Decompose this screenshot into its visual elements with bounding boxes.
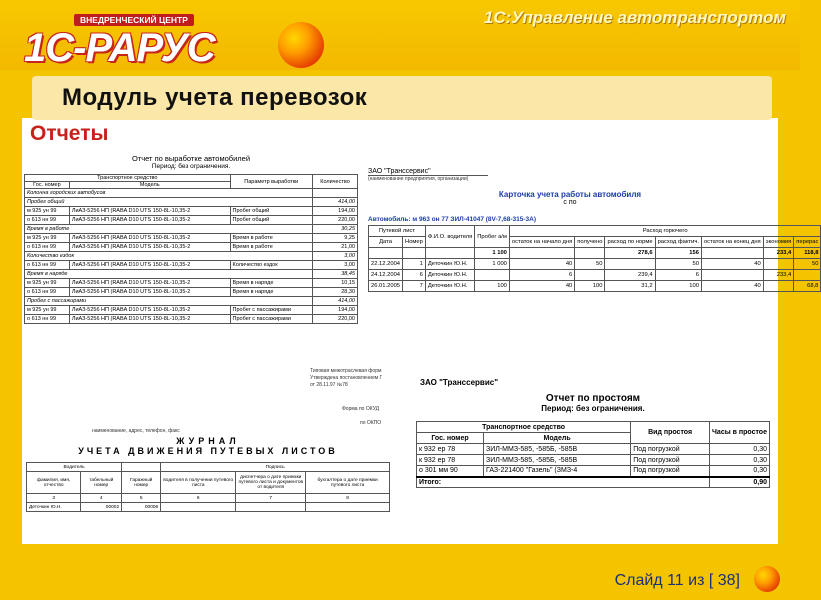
group-label: Пробег с пассажирами (25, 297, 313, 306)
journal-n6: 8 (306, 494, 390, 503)
total-row (417, 477, 770, 488)
col-fuel: Расход горючего (509, 226, 821, 237)
cell-value: 220,00 (313, 315, 358, 324)
cell-value: 194,00 (313, 306, 358, 315)
col-fuel-start: остаток на начало дня (509, 237, 574, 248)
output-report-title: Отчет по выработке автомобилей (131, 154, 251, 163)
cell-model: ЛиАЗ-5256 НП (RABA D10 UTS 150-8L-10,35-2 (69, 234, 230, 243)
col-qty: Количество (313, 175, 358, 189)
cell: 156 (655, 248, 701, 259)
card-auto (368, 216, 772, 223)
journal-n4: 6 (161, 494, 236, 503)
col-driver: Ф.И.О. водителя (425, 226, 474, 248)
table-row (25, 234, 358, 243)
journal-orgline: наименование, адрес, телефон, факс (92, 428, 180, 434)
cell (605, 259, 655, 270)
col-vehicle: Транспортное средство (25, 175, 231, 182)
cell-value: 9,25 (313, 234, 358, 243)
cell-model: ЛиАЗ-5256 НП (RABA D10 UTS 150-8L-10,35-2 (69, 243, 230, 252)
cell: 40 (701, 259, 763, 270)
cell: Под погрузкой (631, 455, 710, 466)
downtime-table (416, 421, 770, 488)
downtime-period: Период: без ограничения. (541, 404, 645, 413)
table-row (27, 503, 390, 512)
waybill-journal (26, 368, 390, 512)
cell-num: м 925 ун 99 (25, 279, 70, 288)
col-mileage: Пробег а/м (475, 226, 510, 248)
group-value: 3,00 (313, 252, 358, 261)
journal-c6: бухгалтера о дате приемки путевого листа (306, 472, 390, 494)
table-row (25, 279, 358, 288)
dt-col-model: Модель (484, 433, 631, 444)
cell-model: ЛиАЗ-5256 НП (RABA D10 UTS 150-8L-10,35-2 (69, 279, 230, 288)
cell: 100 (655, 281, 701, 292)
cell-param: Время в работе (230, 243, 312, 252)
cell: 50 (655, 259, 701, 270)
cell (403, 248, 426, 259)
group-value: 38,45 (313, 270, 358, 279)
cell (369, 248, 403, 259)
cell-value: 220,00 (313, 216, 358, 225)
table-row (25, 306, 358, 315)
cell-value: 21,00 (313, 243, 358, 252)
card-table (368, 225, 821, 292)
col-fuel-fact: расход фактич. (655, 237, 701, 248)
group-row (25, 225, 358, 234)
cell: 40 (509, 259, 574, 270)
group-row (25, 297, 358, 306)
cell: ГАЗ-221400 "Газель" (ЗМЗ-4 (484, 466, 631, 477)
cell-param: Время в работе (230, 234, 312, 243)
cell-num: м 925 ун 99 (25, 207, 70, 216)
cell-model: ЛиАЗ-5256 НП (RABA D10 UTS 150-8L-10,35-2 (69, 216, 230, 225)
table-row (417, 466, 770, 477)
cell: Деточкин Ю.Н. (425, 270, 474, 281)
cell-num: м 925 ун 99 (25, 234, 70, 243)
cell: 68,8 (794, 281, 821, 292)
col-param: Параметр выработки (230, 175, 312, 189)
page-subtitle: Отчеты (30, 122, 109, 145)
cell: 239,4 (605, 270, 655, 281)
cell: 26.01.2005 (369, 281, 403, 292)
dt-total-label: Итого: (417, 477, 710, 488)
col-fuel-econ: экономия (763, 237, 794, 248)
cell: ЗИЛ-ММЗ-585, -585Б, -585В (484, 444, 631, 455)
journal-title1: ЖУРНАЛ (176, 436, 240, 446)
cell: 31,2 (605, 281, 655, 292)
group-value: 414,00 (313, 198, 358, 207)
journal-c4: водителя в получении путевого листа (161, 472, 236, 494)
cell: 100 (575, 281, 605, 292)
top-bar (0, 0, 800, 70)
cell (425, 248, 474, 259)
journal-table (26, 462, 390, 512)
table-row (25, 261, 358, 270)
orange-ball-icon (278, 22, 324, 68)
downtime-org: ЗАО "Транссервис" (420, 378, 498, 387)
col-model: Модель (69, 182, 230, 189)
cell: 40 (701, 281, 763, 292)
group-label: Пробег общий (25, 198, 313, 207)
journal-garage: 00006 (122, 503, 161, 512)
journal-tabnum: 00002 (81, 503, 122, 512)
group-label: Время в работе (25, 225, 313, 234)
cell (763, 281, 794, 292)
cell-param: Время в наряде (230, 288, 312, 297)
cell: 0,30 (710, 455, 770, 466)
table-row (25, 207, 358, 216)
cell-value: 3,00 (313, 261, 358, 270)
product-title: 1С:Управление автотранспортом (483, 8, 786, 27)
journal-sign3 (306, 503, 390, 512)
downtime-report (416, 378, 770, 488)
group-row (25, 198, 358, 207)
vehicle-card (368, 168, 819, 292)
cell: 6 (509, 270, 574, 281)
group-row (25, 252, 358, 261)
col-number: Номер (403, 237, 426, 248)
cell-num: о 613 нн 99 (25, 315, 70, 324)
card-auto-value: м 963 он 77 ЗИЛ-41047 (8V-7,68-315-3А) (412, 216, 536, 223)
cell: ЗИЛ-ММЗ-585, -585Б, -585В (484, 455, 631, 466)
cell: Под погрузкой (631, 444, 710, 455)
cell-param: Количество ездок (230, 261, 312, 270)
journal-note3: от 28.11.97 №78 (310, 382, 348, 388)
group-value (313, 189, 358, 198)
brand-tag: ВНЕДРЕНЧЕСКИЙ ЦЕНТР (74, 14, 194, 26)
cell: 0,30 (710, 444, 770, 455)
total-row (369, 248, 821, 259)
cell: 278,6 (605, 248, 655, 259)
journal-okud: Форма по ОКУД (342, 406, 380, 412)
cell: Деточкин Ю.Н. (425, 259, 474, 270)
cell: 118,8 (794, 248, 821, 259)
group-row (25, 189, 358, 198)
journal-c5: диспетчера о дате приемки путевого листа и документов от водителя (236, 472, 306, 494)
table-row (25, 315, 358, 324)
orange-ball-small-icon (754, 566, 780, 592)
brand-logo-text: 1С-РАРУС (24, 26, 215, 70)
table-row (369, 270, 821, 281)
cell: 233,4 (763, 248, 794, 259)
cell (763, 259, 794, 270)
cell: к 932 ер 78 (417, 444, 484, 455)
journal-n2: 4 (81, 494, 122, 503)
journal-c2: табельный номер (81, 472, 122, 494)
col-fuel-norm: расход по норме (605, 237, 655, 248)
journal-n3: 5 (122, 494, 161, 503)
table-row (25, 288, 358, 297)
output-report-period: Период: без ограничения. (151, 163, 231, 170)
journal-n5: 7 (236, 494, 306, 503)
cell-model: ЛиАЗ-5256 НП (RABA D10 UTS 150-8L-10,35-2 (69, 306, 230, 315)
journal-h-driver: Водитель (27, 463, 122, 472)
cell: 6 (655, 270, 701, 281)
cell-param: Пробег общий (230, 207, 312, 216)
cell: 0,30 (710, 466, 770, 477)
table-row (417, 444, 770, 455)
table-row (417, 455, 770, 466)
journal-title2: УЧЕТА ДВИЖЕНИЯ ПУТЕВЫХ ЛИСТОВ (78, 446, 338, 456)
cell-value: 10,15 (313, 279, 358, 288)
dt-total-value: 0,90 (710, 477, 770, 488)
col-waybill: Путевой лист (369, 226, 426, 237)
journal-note1: Типовая межотраслевая форм (310, 368, 382, 374)
cell: 50 (794, 259, 821, 270)
cell: 6 (403, 270, 426, 281)
card-org: ЗАО "Транссервис" (368, 168, 488, 176)
card-period: с по (563, 199, 577, 206)
cell-value: 194,00 (313, 207, 358, 216)
dt-col-hours: Часы в простое (710, 422, 770, 444)
col-fuel-over: перерас (794, 237, 821, 248)
downtime-title: Отчет по простоям (545, 393, 641, 404)
cell (509, 248, 574, 259)
group-value: 30,25 (313, 225, 358, 234)
journal-sign2 (236, 503, 306, 512)
output-report-table (24, 174, 358, 324)
col-date: Дата (369, 237, 403, 248)
table-row (369, 259, 821, 270)
cell-model: ЛиАЗ-5256 НП (RABA D10 UTS 150-8L-10,35-2 (69, 207, 230, 216)
cell-param: Пробег с пассажирами (230, 315, 312, 324)
cell: 1 000 (475, 259, 510, 270)
dt-col-vehicle: Транспортное средство (417, 422, 631, 433)
brand-logo (14, 6, 244, 68)
card-org-note: (наименование предприятия, организации) (368, 176, 469, 182)
cell (794, 270, 821, 281)
cell: 1 100 (475, 248, 510, 259)
cell-num: о 613 нн 99 (25, 243, 70, 252)
cell: о 301 мм 90 (417, 466, 484, 477)
col-num: Гос. номер (25, 182, 70, 189)
cell-num: о 613 нн 99 (25, 216, 70, 225)
journal-n1: 3 (27, 494, 81, 503)
cell-model: ЛиАЗ-5256 НП (RABA D10 UTS 150-8L-10,35-2 (69, 288, 230, 297)
slide-counter: Слайд 11 из [ 38] (614, 572, 740, 589)
cell: 7 (403, 281, 426, 292)
page-title: Модуль учета перевозок (62, 84, 368, 111)
cell-num: о 613 нн 99 (25, 288, 70, 297)
cell-param: Время в наряде (230, 279, 312, 288)
cell-model: ЛиАЗ-5256 НП (RABA D10 UTS 150-8L-10,35-2 (69, 315, 230, 324)
cell: 24.12.2004 (369, 270, 403, 281)
cell-model: ЛиАЗ-5256 НП (RABA D10 UTS 150-8L-10,35-2 (69, 261, 230, 270)
heading-strip (32, 76, 772, 120)
journal-h-sign: Подпись (161, 463, 390, 472)
cell: 50 (575, 259, 605, 270)
card-title: Карточка учета работы автомобиля (498, 190, 642, 199)
col-fuel-recv: получено (575, 237, 605, 248)
journal-h-garage-gap (122, 463, 161, 472)
journal-sign1 (161, 503, 236, 512)
cell-num: о 613 нн 99 (25, 261, 70, 270)
cell (575, 270, 605, 281)
cell (575, 248, 605, 259)
group-label: Время в наряде (25, 270, 313, 279)
cell: 100 (475, 281, 510, 292)
group-value: 414,00 (313, 297, 358, 306)
journal-okpo: по ОКПО (360, 420, 382, 426)
group-label: Количество ездок (25, 252, 313, 261)
dt-col-num: Гос. номер (417, 433, 484, 444)
cell: Деточкин Ю.Н. (425, 281, 474, 292)
cell-param: Пробег с пассажирами (230, 306, 312, 315)
cell-value: 28,30 (313, 288, 358, 297)
group-row (25, 270, 358, 279)
journal-note2: Утверждена постановлением Г (310, 375, 383, 381)
cell-param: Пробег общий (230, 216, 312, 225)
cell (475, 270, 510, 281)
cell: 1 (403, 259, 426, 270)
cell: Под погрузкой (631, 466, 710, 477)
cell: 233,4 (763, 270, 794, 281)
cell (701, 270, 763, 281)
cell (701, 248, 763, 259)
table-row (25, 216, 358, 225)
journal-c1: фамилия, имя, отчество (27, 472, 81, 494)
table-row (25, 243, 358, 252)
dt-col-kind: Вид простоя (631, 422, 710, 444)
journal-driver: Деточкин Ю.Н. (27, 503, 81, 512)
cell: 40 (509, 281, 574, 292)
group-label: Колонна городских автобусов (25, 189, 313, 198)
cell-num: м 925 ун 99 (25, 306, 70, 315)
cell: 22.12.2004 (369, 259, 403, 270)
cell: к 932 ер 78 (417, 455, 484, 466)
journal-c3: Гаражный номер (122, 472, 161, 494)
col-fuel-end: остаток на конец дня (701, 237, 763, 248)
table-row (369, 281, 821, 292)
output-report (24, 154, 358, 324)
card-auto-label: Автомобиль: (368, 216, 411, 223)
